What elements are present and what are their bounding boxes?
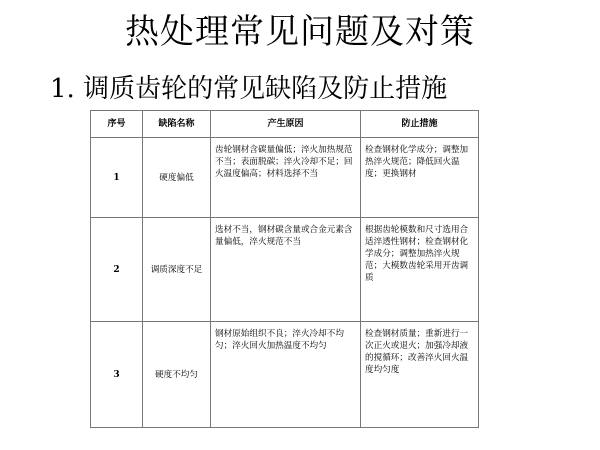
header-cause: 产生原因 bbox=[211, 111, 361, 138]
header-no: 序号 bbox=[91, 111, 143, 138]
row-number: 2 bbox=[91, 218, 143, 322]
defect-cause: 齿轮钢材含碳量偏低；淬火加热规范不当；表面脱碳；淬火冷却不足；回火温度偏高；材料选择不当 bbox=[211, 138, 361, 218]
table-header-row bbox=[91, 111, 479, 138]
prevention-measure: 根据齿轮模数和尺寸选用合适淬透性钢材；检查钢材化学成分；调整加热淬火规范；大模数齿轮采用开齿调质 bbox=[361, 218, 479, 322]
row-number: 3 bbox=[91, 322, 143, 428]
prevention-measure: 检查钢材化学成分；调整加热淬火规范；降低回火温度；更换钢材 bbox=[361, 138, 479, 218]
section-heading: 1. 调质齿轮的常见缺陷及防止措施 bbox=[50, 74, 448, 104]
prevention-measure: 检查钢材质量；重新进行一次正火或退火；加强冷却液的搅循环；改善淬火回火温度均匀度 bbox=[361, 322, 479, 428]
table-row bbox=[91, 322, 479, 428]
defect-cause: 选材不当，钢材碳含量或合金元素含量偏低，淬火规范不当 bbox=[211, 218, 361, 322]
row-number: 1 bbox=[91, 138, 143, 218]
header-measure: 防止措施 bbox=[361, 111, 479, 138]
defect-name: 硬度不均匀 bbox=[143, 322, 211, 428]
table-row bbox=[91, 138, 479, 218]
defect-name: 调质深度不足 bbox=[143, 218, 211, 322]
header-defect-name: 缺陷名称 bbox=[143, 111, 211, 138]
defect-cause: 钢材原始组织不良；淬火冷却不均匀；淬火回火加热温度不均匀 bbox=[211, 322, 361, 428]
defect-name: 硬度偏低 bbox=[143, 138, 211, 218]
defects-table bbox=[90, 110, 479, 428]
page-title: 热处理常见问题及对策 bbox=[125, 12, 475, 52]
table-row bbox=[91, 218, 479, 322]
